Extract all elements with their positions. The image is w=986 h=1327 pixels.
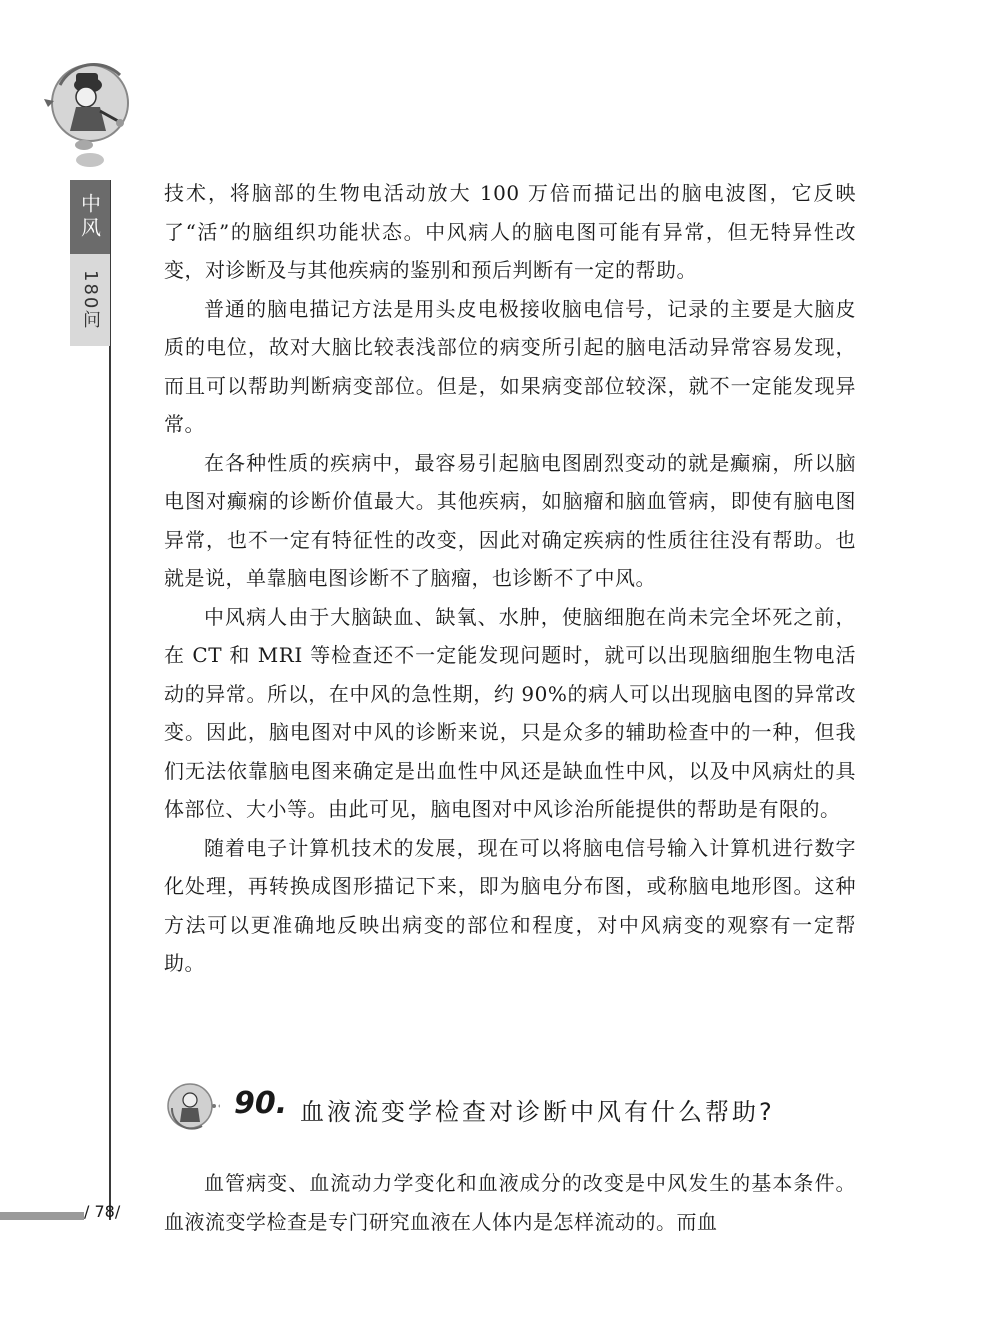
paragraph: 中风病人由于大脑缺血、缺氧、水肿，使脑细胞在尚未完全坏死之前，在 CT 和 MRI 等检查还不一定能发现问题时，就可以出现脑细胞生物电活动的异常。所以，在中风的急性期，约 90%的病人可以出现脑电图的异常改变。因此，脑电图对中风的诊断来说，只是众多的辅助检查中的一种，但我们无法依靠脑电图来确定是出血性中风还是缺血性中风，以及中风病灶的具体部位、大小等。由此可见，脑电图对中风诊治所能提供的帮助是有限的。: [164, 604, 856, 821]
book-title-tab: 中风: [70, 180, 110, 254]
paragraph: 技术，将脑部的生物电活动放大 100 万倍而描记出的脑电波图，它反映了“活”的脑组织功能状态。中风病人的脑电图可能有异常，但无特异性改变，对诊断及与其他疾病的鉴别和预后判断有一定的帮助。: [164, 181, 856, 282]
paragraph: 普通的脑电描记方法是用头皮电极接收脑电信号，记录的主要是大脑皮质的电位，故对大脑比较表浅部位的病变所引起的脑电活动异常容易发现，而且可以帮助判断病变部位。但是，如果病变部位较深，就不一定能发现异常。: [164, 296, 856, 436]
paragraph: 在各种性质的疾病中，最容易引起脑电图剧烈变动的就是癫痫，所以脑电图对癫痫的诊断价值最大。其他疾病，如脑瘤和脑血管病，即使有脑电图异常，也不一定有特征性的改变，因此对确定疾病的性质往往没有帮助。也就是说，单靠脑电图诊断不了脑瘤，也诊断不了中风。: [164, 450, 856, 590]
book-subtitle-tab: 180问: [70, 254, 110, 346]
paragraph: 随着电子计算机技术的发展，现在可以将脑电信号输入计算机进行数字化处理，再转换成图形描记下来，即为脑电分布图，或称脑电地形图。这种方法可以更准确地反映出病变的部位和程度，对中风病变的观察有一定帮助。: [164, 835, 856, 975]
answer-text: [164, 1164, 856, 1241]
question-number: 90.: [234, 1086, 288, 1121]
paragraph: 血管病变、血流动力学变化和血液成分的改变是中风发生的基本条件。血液流变学检查是专门研究血液在人体内是怎样流动的。而血: [164, 1171, 856, 1234]
question-heading: [164, 1078, 884, 1138]
question-mascot-icon: [164, 1078, 220, 1134]
body-text: [164, 174, 856, 983]
cartoon-doctor-logo-icon: [40, 55, 140, 155]
question-title: 血液流变学检查对诊断中风有什么帮助?: [300, 1098, 775, 1126]
page-number-value: 78: [94, 1202, 115, 1221]
page-number: / 78/: [84, 1202, 121, 1221]
decor-dot-small: [75, 140, 93, 150]
decor-dot-large: [76, 153, 104, 167]
footer-bar: [0, 1212, 84, 1220]
